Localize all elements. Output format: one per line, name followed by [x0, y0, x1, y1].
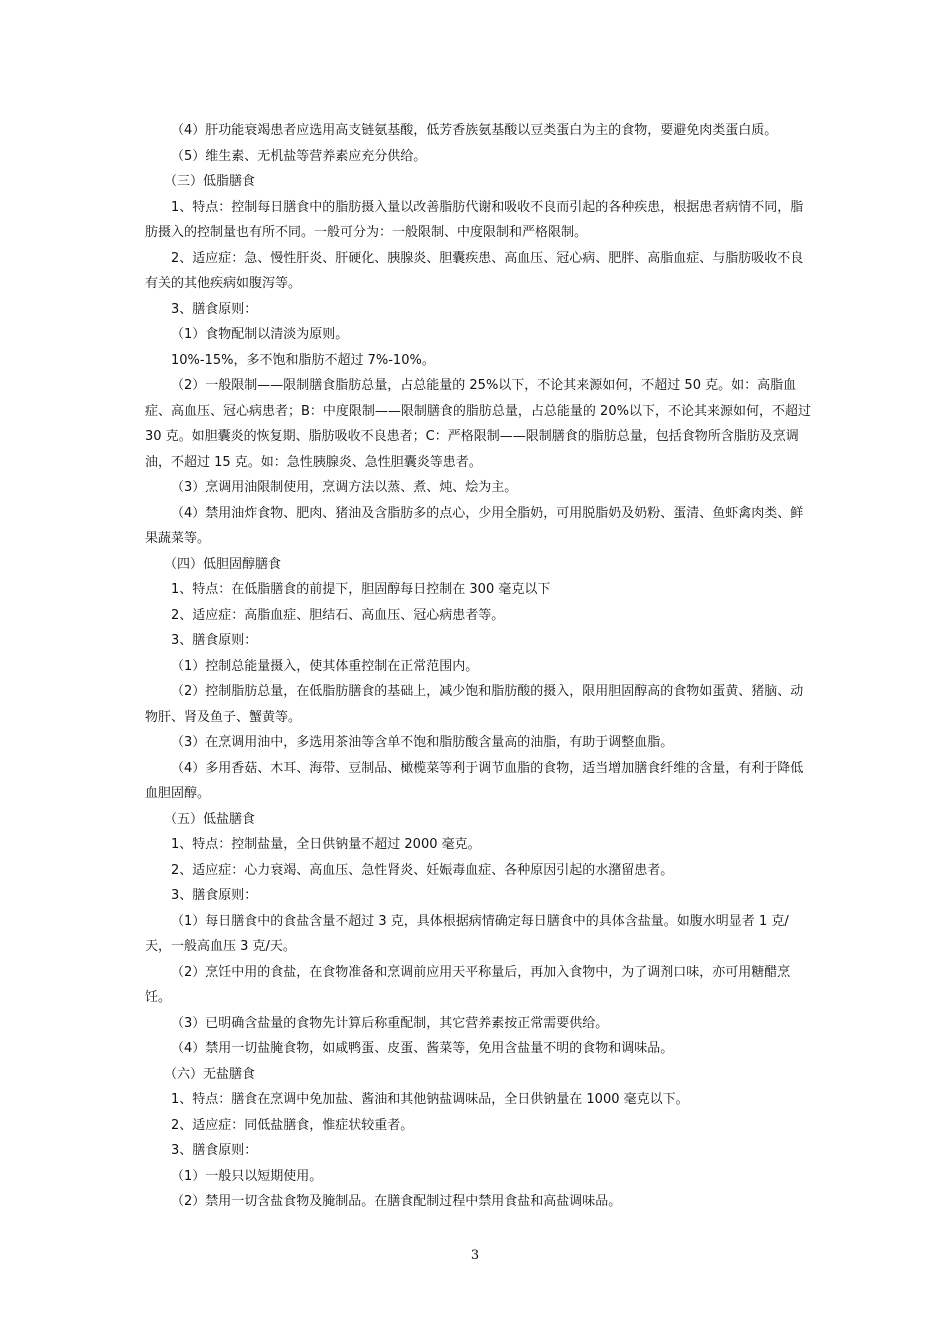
- paragraph: 1、特点：控制盐量，全日供钠量不超过 2000 毫克。: [171, 837, 481, 852]
- paragraph: （3）烹调用油限制使用，烹调方法以蒸、煮、炖、烩为主。: [171, 480, 518, 495]
- paragraph: 3、膳食原则：: [171, 1143, 258, 1158]
- section-heading: （六）无盐膳食: [164, 1066, 256, 1082]
- paragraph: 3、膳食原则：: [171, 633, 258, 648]
- paragraph: （4）禁用油炸食物、肥肉、猪油及含脂肪多的点心，少用全脂奶，可用脱脂奶及奶粉、蛋清、鱼虾禽肉类、鲜果蔬菜等。: [145, 505, 804, 546]
- section-heading: （五）低盐膳食: [164, 811, 256, 827]
- paragraph: 1、特点：在低脂膳食的前提下，胆固醇每日控制在 300 毫克以下: [171, 582, 551, 597]
- paragraph: （4）多用香菇、木耳、海带、豆制品、橄榄菜等利于调节血脂的食物，适当增加膳食纤维的含量，有利于降低血胆固醇。: [145, 760, 804, 801]
- paragraph: （5）维生素、无机盐等营养素应充分供给。: [171, 148, 427, 164]
- paragraph: （3）已明确含盐量的食物先计算后称重配制，其它营养素按正常需要供给。: [171, 1015, 609, 1031]
- paragraph: （4）禁用一切盐腌食物，如咸鸭蛋、皮蛋、酱菜等，免用含盐量不明的食物和调味品。: [171, 1041, 674, 1056]
- paragraph: （2）控制脂肪总量，在低脂肪膳食的基础上，减少饱和脂肪酸的摄入，限用胆固醇高的食物如蛋黄、猪脑、动物肝、肾及鱼子、蟹黄等。: [145, 684, 804, 725]
- paragraph: 2、适应症：心力衰竭、高血压、急性肾炎、妊娠毒血症、各种原因引起的水潴留患者。: [171, 862, 674, 878]
- paragraph: （2）一般限制——限制膳食脂肪总量，占总能量的 25%以下，不论其来源如何，不超过 50 克。如：高脂血症、高血压、冠心病患者；B：中度限制——限制膳食的脂肪总量，占总能量的 20%以下，不论其来源如何，不超过 30 克。如胆囊炎的恢复期、脂肪吸收不良患者；C：严格限制——限制膳食的脂肪总量，包括食物所含脂肪及烹调油，不超过 15 克。如：急性胰腺炎、急性胆囊炎等患者。: [145, 378, 811, 470]
- paragraph: （1）食物配制以清淡为原则。: [171, 327, 349, 342]
- paragraph: （2）烹饪中用的食盐，在食物准备和烹调前应用天平称量后，再加入食物中，为了调剂口味，亦可用糖醋烹饪。: [145, 964, 791, 1005]
- paragraph: （1）控制总能量摄入，使其体重控制在正常范围内。: [171, 658, 479, 674]
- paragraph: 2、适应症：高脂血症、胆结石、高血压、冠心病患者等。: [171, 607, 505, 623]
- document-body: [145, 118, 813, 1215]
- paragraph: 2、适应症：急、慢性肝炎、肝硬化、胰腺炎、胆囊疾患、高血压、冠心病、肥胖、高脂血症、与脂肪吸收不良有关的其他疾病如腹泻等。: [145, 250, 804, 291]
- paragraph: 2、适应症：同低盐膳食，惟症状较重者。: [171, 1117, 414, 1133]
- paragraph: （4）肝功能衰竭患者应选用高支链氨基酸，低芳香族氨基酸以豆类蛋白为主的食物，要避免肉类蛋白质。: [171, 123, 778, 138]
- paragraph: （1）一般只以短期使用。: [171, 1168, 323, 1184]
- paragraph: 3、膳食原则：: [171, 301, 258, 317]
- section-heading: （三）低脂膳食: [164, 174, 256, 189]
- section-heading: （四）低胆固醇膳食: [164, 556, 282, 572]
- paragraph: 1、特点：控制每日膳食中的脂肪摄入量以改善脂肪代谢和吸收不良而引起的各种疾患，根据患者病情不同，脂肪摄入的控制量也有所不同。一般可分为：一般限制、中度限制和严格限制。: [145, 199, 804, 240]
- paragraph: （2）禁用一切含盐食物及腌制品。在膳食配制过程中禁用食盐和高盐调味品。: [171, 1194, 622, 1209]
- paragraph: （1）每日膳食中的食盐含量不超过 3 克，具体根据病情确定每日膳食中的具体含盐量。如腹水明显者 1 克/天，一般高血压 3 克/天。: [145, 913, 789, 954]
- paragraph: 1、特点：膳食在烹调中免加盐、酱油和其他钠盐调味品，全日供钠量在 1000 毫克以下。: [171, 1092, 689, 1107]
- paragraph: 10%-15%，多不饱和脂肪不超过 7%-10%。: [171, 352, 435, 368]
- paragraph: （3）在烹调用油中，多选用茶油等含单不饱和脂肪酸含量高的油脂，有助于调整血脂。: [171, 735, 674, 750]
- paragraph: 3、膳食原则：: [171, 888, 258, 903]
- page-number: 3: [470, 1248, 480, 1263]
